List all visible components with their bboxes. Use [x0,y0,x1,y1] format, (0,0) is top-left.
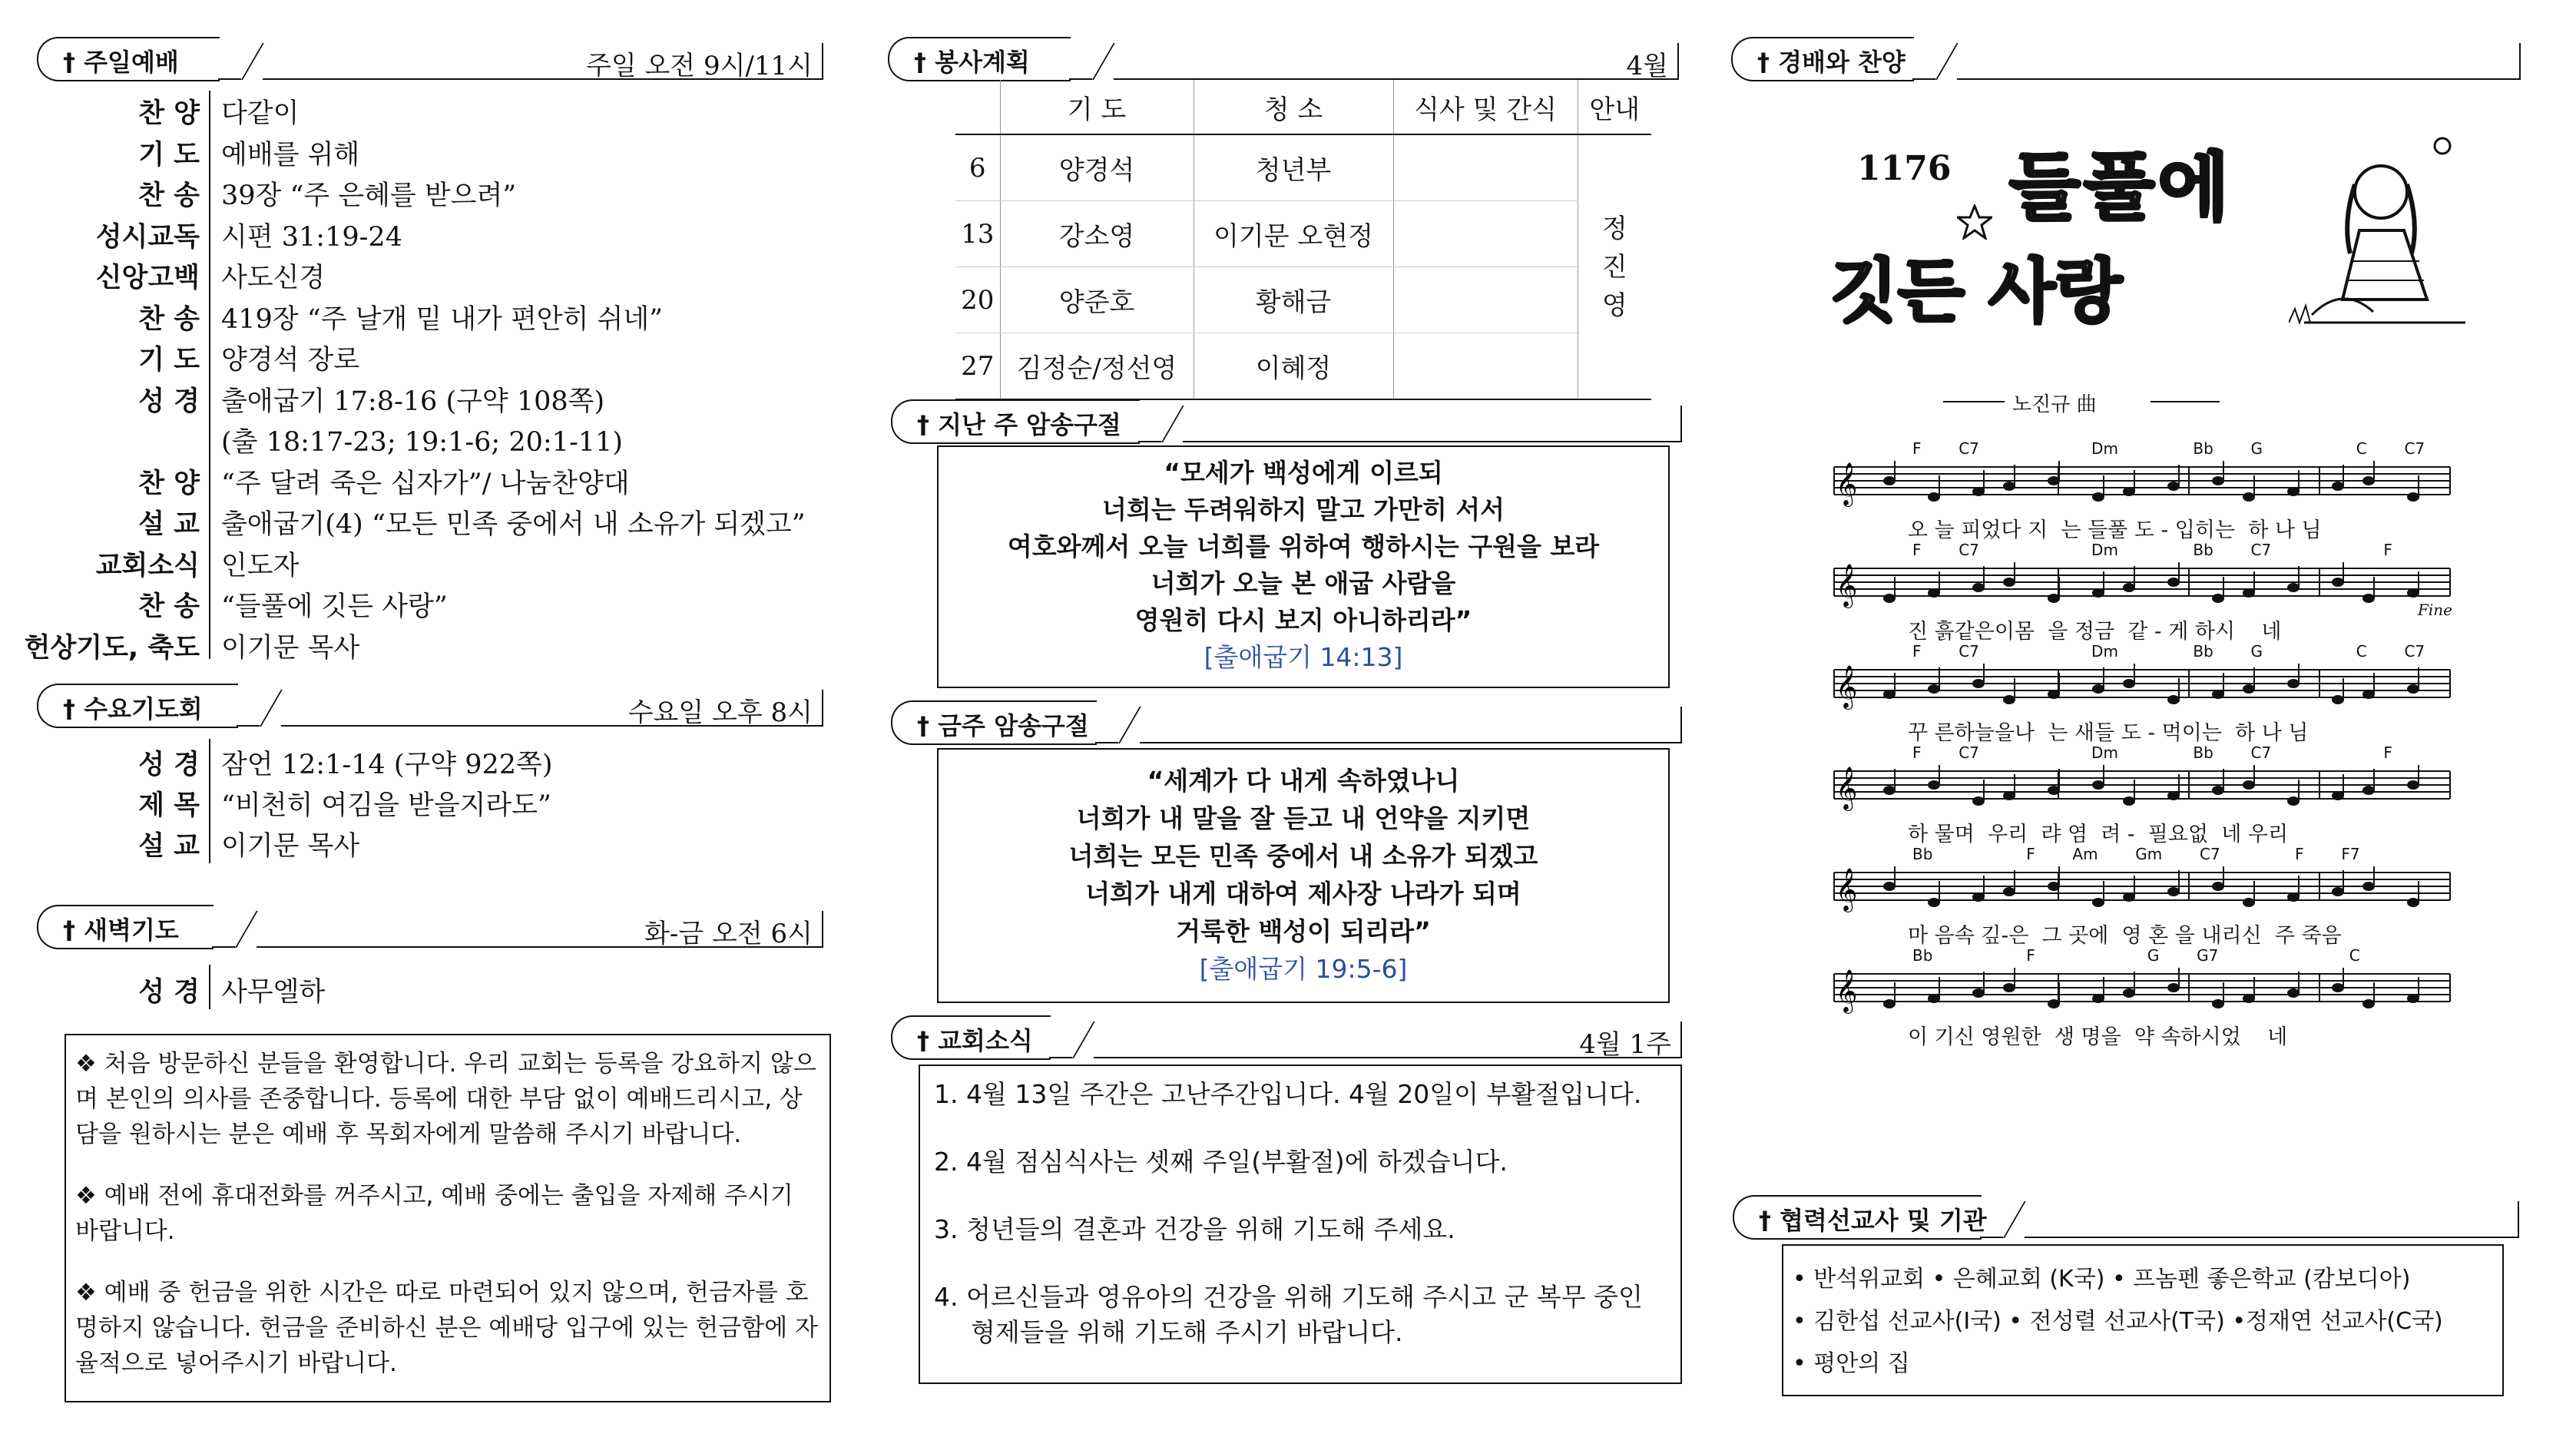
verse-reference: [출애굽기 19:5-6] [1199,954,1408,984]
last-verse-header [891,399,1682,442]
svg-text:𝄞: 𝄞 [1836,462,1858,505]
dawn-header [37,905,823,948]
service-meal [1393,201,1578,267]
note-welcome: ❖ 처음 방문하신 분들을 환영합니다. 우리 교회는 등록을 강요하지 않으며 본인의 의사를 존중합니다. 등록에 대한 부담 없이 예배드리시고, 상담을 원하시는 분은 예배 후 목회자에게 말씀해 주시기 바랍니다. [75,1050,816,1148]
service-meal [1393,333,1578,400]
fine-mark: Fine [2418,601,2452,619]
wednesday-title: † 수요기도회 [63,694,203,724]
welcome-notes-box [65,1034,831,1402]
order-value: 사도신경 [221,263,326,293]
lyric-line: 이 기신 영원한 생 명을 약 속하시었 네 [1908,1025,2288,1049]
guide-char: 진 [1601,251,1627,283]
last-verse-box [937,445,1670,688]
order-value: 출애굽기(4) “모든 민족 중에서 내 소유가 되겠고” [221,509,806,540]
svg-text:𝄞: 𝄞 [1836,665,1858,708]
order-value: 이기문 목사 [221,831,360,862]
order-value: 양경석 장로 [221,345,360,376]
table-row [955,267,1651,333]
verse-line: “모세가 백성에게 이르되 [1164,458,1443,488]
this-verse-title: † 금주 암송구절 [917,711,1089,740]
lyric-line: 진 흙같은이몸 을 정금 같 - 게 하시 네 [1908,620,2282,644]
table-row [955,333,1651,400]
dawn-title: † 새벽기도 [63,916,179,945]
service-prayer: 양경석 [1000,134,1194,201]
dawn-time: 화-금 오전 6시 [644,919,813,949]
order-value: “비천히 여김을 받을지라도” [221,790,551,821]
missions-title: † 협력선교사 및 기관 [1759,1206,1987,1235]
music-staff [1828,845,2458,951]
order-value: 예배를 위해 [221,139,360,171]
service-prayer: 강소영 [1000,201,1194,267]
table-row [955,134,1651,201]
svg-text:𝄞: 𝄞 [1836,767,1858,810]
order-label: 헌상기도, 축도 [24,632,200,664]
order-value: 출애굽기 17:8-16 (구약 108쪽) [221,386,605,417]
service-table [955,80,1651,400]
news-title: † 교회소식 [917,1026,1033,1055]
service-date: 27 [955,333,1000,400]
hymn-name-line2: 깃든 사랑 [1831,251,2123,332]
order-label: 성 경 [138,750,200,780]
lyric-line: 꾸 른하늘을나 는 새들 도 - 먹이는 하 나 님 [1908,721,2309,745]
order-value: “주 달려 죽은 십자가”/ 나눔찬양대 [221,468,630,499]
verse-reference: [출애굽기 14:13] [1204,642,1403,672]
svg-text:𝄞: 𝄞 [1836,564,1858,607]
verse-line: 너희가 내 말을 잘 듣고 내 언약을 지키면 [1076,803,1531,833]
chord-line: Bb F Am Gm C7 F F7 [1912,845,2360,863]
order-value: 39장 “주 은혜를 받으려” [221,180,517,211]
news-item: 4. 어르신들과 영유아의 건강을 위해 기도해 주시고 군 복무 중인 형제들을 위해 기도해 주시기 바랍니다. [934,1282,1643,1347]
order-label: 성시교독 [95,221,200,253]
order-value: “들풀에 깃든 사랑” [221,591,448,622]
news-date: 4월 1주 [1579,1029,1671,1060]
order-value: 시편 31:19-24 [221,221,402,253]
service-cleaning: 이기문 오현정 [1194,201,1393,267]
service-date: 20 [955,267,1000,333]
lyric-line: 하 물며 우리 랴 염 려 - 필요없 네 우리 [1908,823,2289,846]
sunday-time: 주일 오전 9시/11시 [585,51,813,81]
service-col-guide: 안내 [1578,80,1651,134]
order-label: 설 교 [138,509,200,540]
composer-rule [2151,401,2220,402]
girl-illustration [2289,131,2473,338]
staff-lines [1828,765,2458,811]
table-row [955,201,1651,267]
service-date: 6 [955,134,1000,201]
staff-lines [1828,664,2458,710]
order-value: 다같이 [221,98,300,129]
verse-line: 너희는 모든 민족 중에서 내 소유가 되겠고 [1068,841,1538,871]
order-label: 설 교 [138,831,200,862]
service-col-meal: 식사 및 간식 [1393,80,1578,134]
note-offering: ❖ 예배 중 헌금을 위한 시간은 따로 마련되어 있지 않으며, 헌금자를 호명하지 않습니다. 헌금을 준비하신 분은 예배당 입구에 있는 헌금함에 자율적으로 넣어주시기 바랍니다. [75,1279,818,1377]
service-month: 4월 [1626,51,1668,81]
service-cleaning: 황해금 [1194,267,1393,333]
missions-line: • 평안의 집 [1793,1350,1910,1377]
music-staff [1828,946,2458,1052]
order-label: 찬 송 [138,180,200,211]
svg-text:𝄞: 𝄞 [1836,969,1858,1012]
order-value: 419장 “주 날개 밑 내가 편안히 쉬네” [221,303,664,335]
order-label: 기 도 [138,345,200,376]
news-item: 3. 청년들의 결혼과 건강을 위해 기도해 주세요. [934,1214,1455,1244]
order-label: 찬 송 [138,303,200,335]
hymn-header [1731,37,2521,80]
chord-line: Bb F G G7 C [1912,946,2360,965]
order-label: 찬 송 [138,591,200,622]
service-col-date [955,80,1000,134]
order-value: 이기문 목사 [221,632,360,664]
news-header [891,1015,1682,1058]
order-value: (출 18:17-23; 19:1-6; 20:1-11) [221,427,623,458]
order-label: 교회소식 [95,550,200,581]
order-value: 사무엘하 [221,977,326,1008]
missions-header [1733,1195,2519,1238]
order-label: 성 경 [138,386,200,417]
hymn-number: 1176 [1857,149,1952,188]
this-verse-box [937,748,1670,1003]
guide-char: 영 [1601,290,1627,321]
service-guide [1578,134,1651,399]
order-label: 제 목 [138,790,200,821]
verse-line: 너희가 내게 대하여 제사장 나라가 되며 [1085,879,1521,909]
verse-line: 영원히 다시 보지 아니하리라” [1134,605,1472,635]
verse-line: 너희가 오늘 본 애굽 사람을 [1151,568,1456,598]
staff-lines [1828,461,2458,507]
this-verse-header [891,700,1682,743]
news-item: 1. 4월 13일 주간은 고난주간입니다. 4월 20일이 부활절입니다. [934,1079,1642,1109]
composer-rule [1943,401,2005,402]
chord-line: F C7 Dm Bb C7 F [1912,541,2392,559]
staff-lines [1828,866,2458,912]
staff-lines [1828,562,2458,608]
sunday-header [37,37,823,80]
music-staff [1828,541,2458,647]
lyric-line: 마 음속 깊-은 그 곳에 영 혼 을 내리신 주 죽음 [1908,924,2342,948]
missions-line: • 김한섭 선교사(I국) • 전성렬 선교사(T국) •정재연 선교사(C국) [1793,1308,2443,1335]
service-prayer: 양준호 [1000,267,1194,333]
hymn-section-title: † 경배와 찬양 [1757,48,1906,77]
service-cleaning: 이혜정 [1194,333,1393,400]
verse-line: 거룩한 백성이 되리라” [1176,916,1431,946]
hymn-name-line1: 들풀에 [2009,144,2233,230]
order-value: 인도자 [221,550,300,581]
service-col-cleaning: 청 소 [1194,80,1393,134]
order-label: 성 경 [138,977,200,1008]
music-staff [1828,439,2458,545]
hymn-sheet [1828,115,2458,1083]
verse-line: 너희는 두려워하지 말고 가만히 서서 [1101,495,1505,525]
order-label: 찬 양 [138,468,200,499]
chord-line: F C7 Dm Bb C7 F [1912,743,2392,762]
service-meal [1393,134,1578,201]
wednesday-time: 수요일 오후 8시 [627,697,813,728]
order-value: 잠언 12:1-14 (구약 922쪽) [221,750,553,780]
missions-line: • 반석위교회 • 은혜교회 (K국) • 프놈펜 좋은학교 (캄보디아) [1793,1266,2411,1293]
note-phone: ❖ 예배 전에 휴대전화를 꺼주시고, 예배 중에는 출입을 자제해 주시기 바랍니다. [75,1182,793,1245]
service-prayer: 김정순/정선영 [1000,333,1194,400]
verse-line: 여호와께서 오늘 너희를 위하여 행하시는 구원을 보라 [1007,531,1600,561]
verse-line: “세계가 다 내게 속하였나니 [1147,766,1460,796]
service-header [888,37,1679,80]
last-verse-title: † 지난 주 암송구절 [917,410,1121,439]
service-meal [1393,267,1578,333]
news-box [919,1065,1682,1384]
order-label: 기 도 [138,139,200,171]
service-header-row [955,80,1651,134]
service-col-prayer: 기 도 [1000,80,1194,134]
news-item: 2. 4월 점심식사는 셋째 주일(부활절)에 하겠습니다. [934,1147,1508,1177]
guide-char: 정 [1601,213,1627,244]
hymn-composer: 노진규 曲 [2012,393,2097,416]
order-label: 찬 양 [138,98,200,129]
music-staff [1828,743,2458,849]
lyric-line: 오 늘 피었다 지 는 들풀 도 - 입히는 하 나 님 [1908,518,2322,542]
service-title: † 봉사계획 [914,48,1030,77]
svg-text:𝄞: 𝄞 [1836,868,1858,911]
sunday-title: † 주일예배 [63,48,179,77]
music-staff [1828,642,2458,748]
star-icon [1957,204,1992,240]
service-date: 13 [955,201,1000,267]
chord-line: F C7 Dm Bb G C C7 [1912,439,2425,458]
staff-lines [1828,968,2458,1014]
service-cleaning: 청년부 [1194,134,1393,201]
wednesday-header [37,684,823,727]
chord-line: F C7 Dm Bb G C C7 [1912,642,2425,661]
order-label: 신앙고백 [95,263,200,293]
missions-box [1782,1244,2504,1396]
